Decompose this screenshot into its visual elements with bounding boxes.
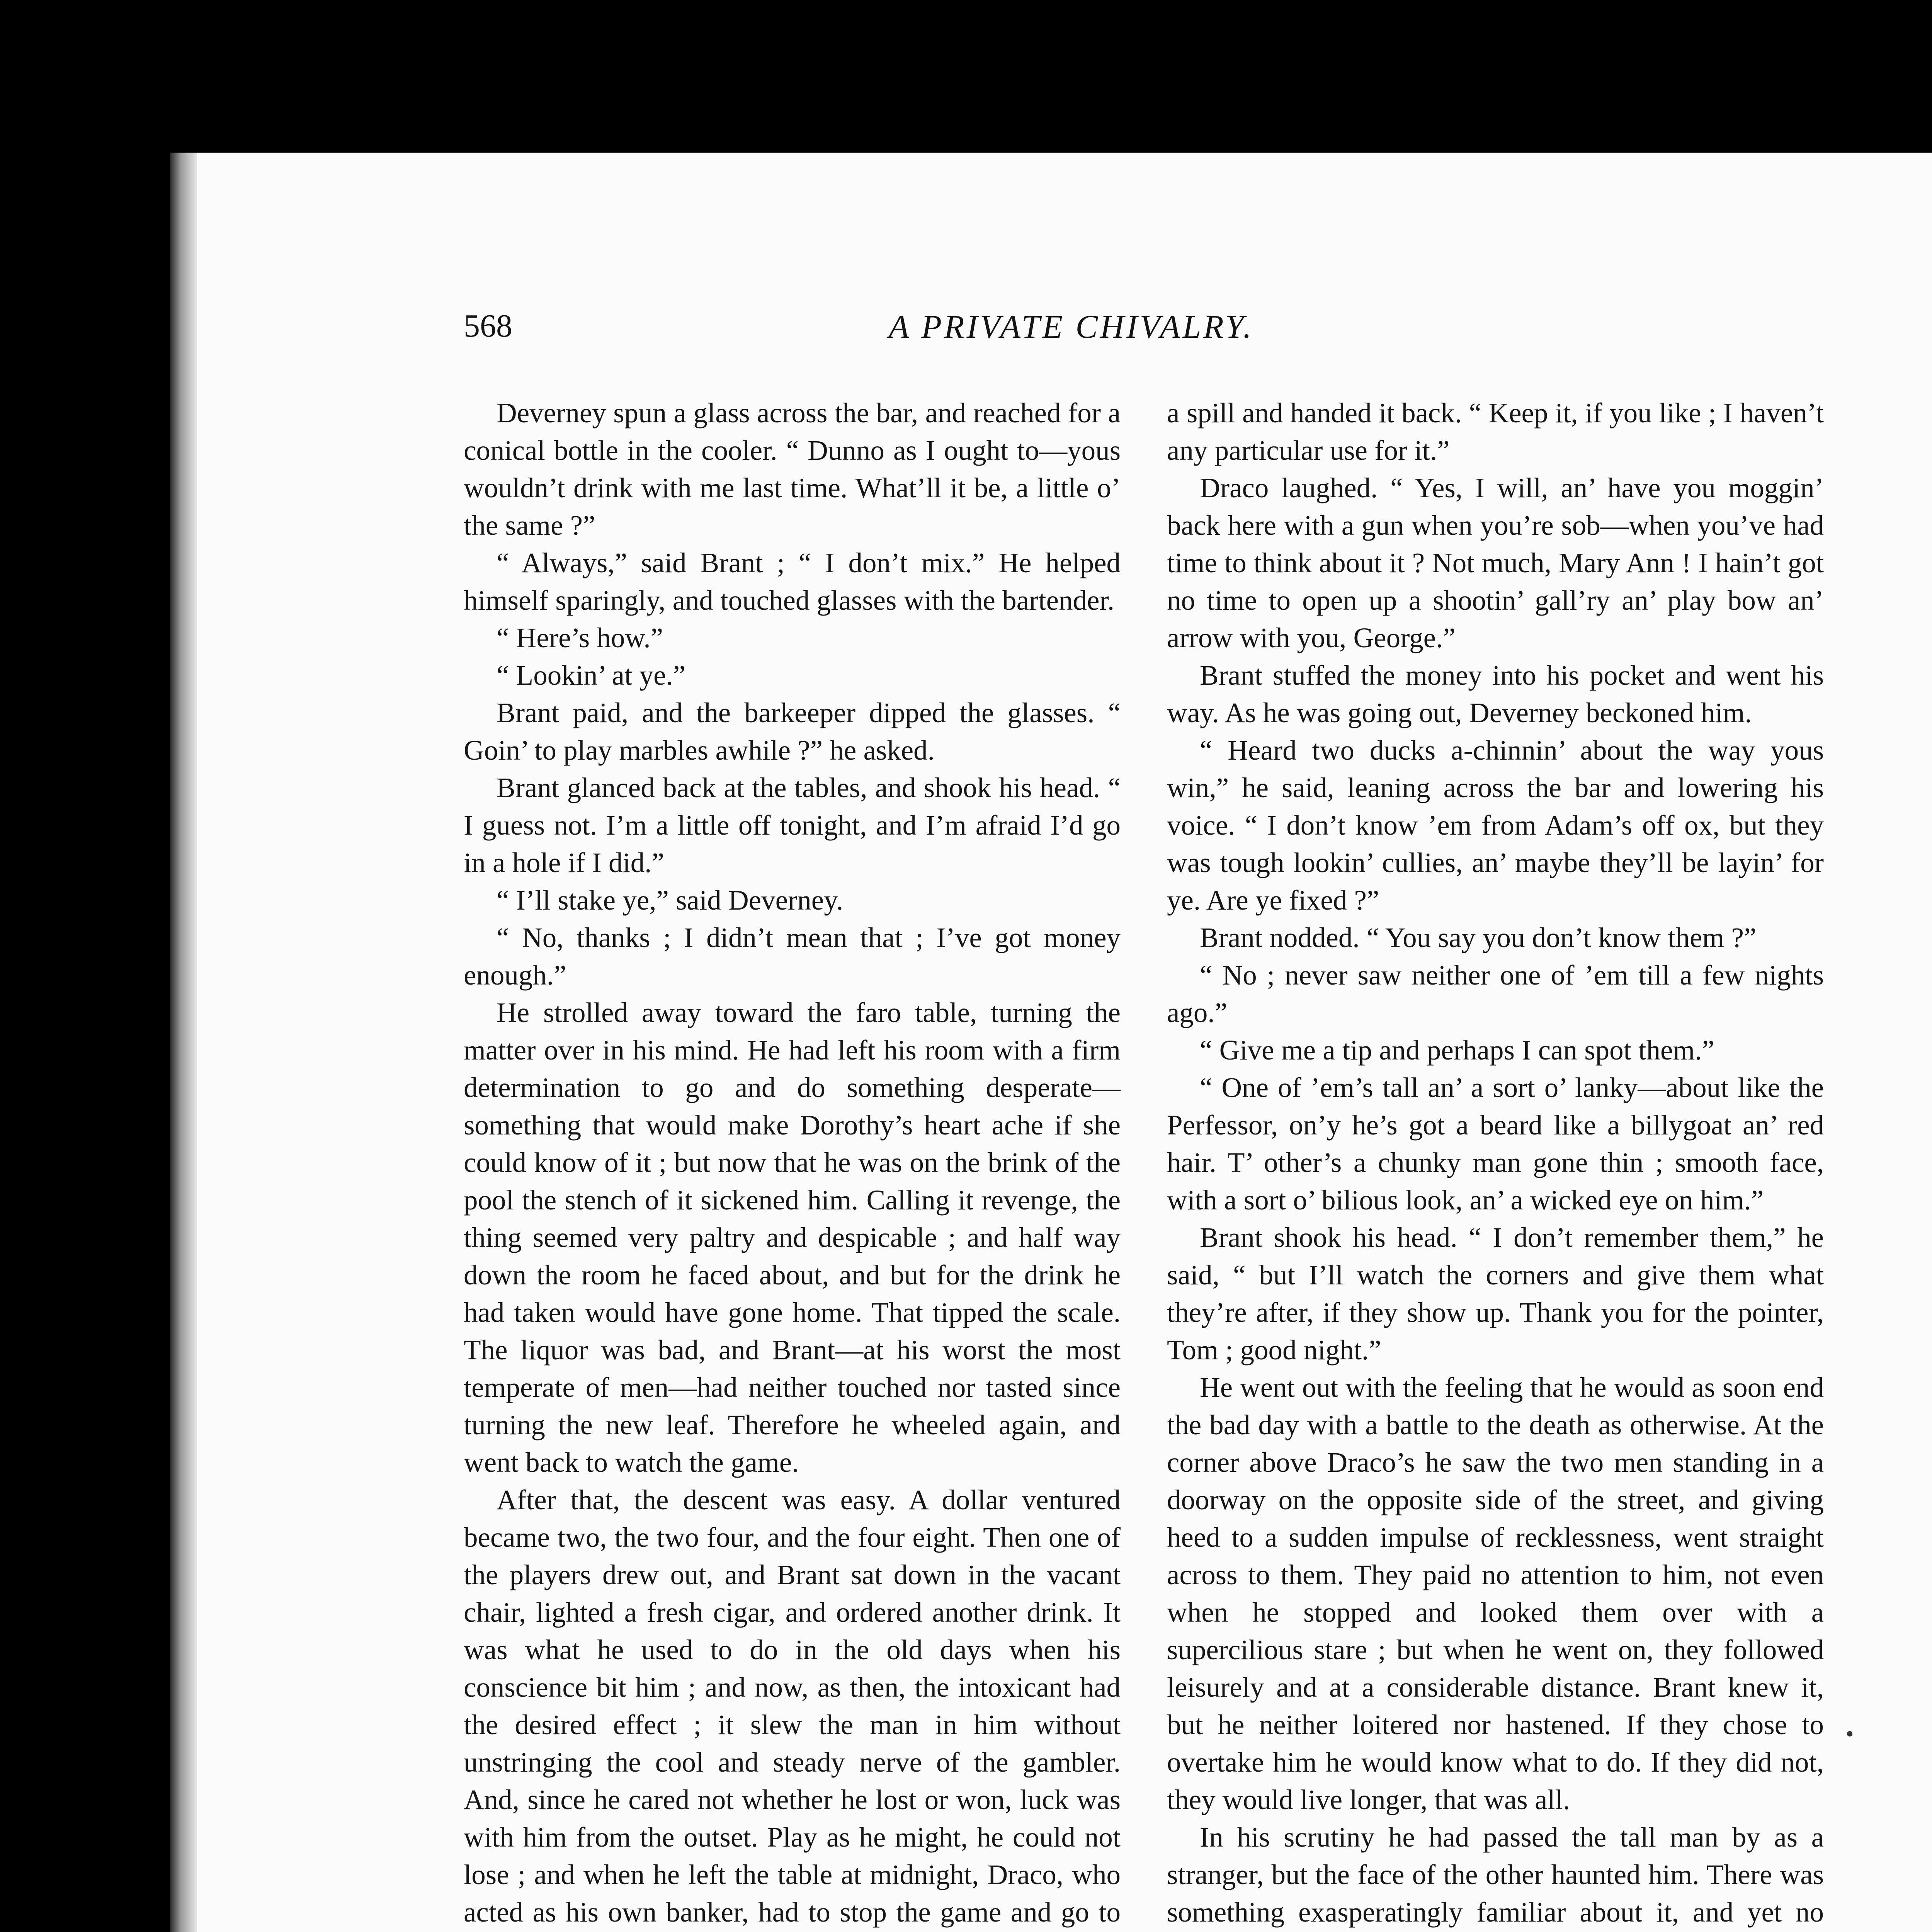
page-number: 568 (464, 308, 512, 344)
paragraph: He strolled away toward the faro table, turning the matter over in his mind. He had left his room with a firm determination to go and do something desperate—something that would make Dorothy’s heart ache if she could know of it ; but now that he was on the brink of the pool the stench of it sickened him. Calling it revenge, the thing seemed very paltry and despicable ; and half way down the room he faced about, and but for the drink he had taken would have gone home. That tipped the scale. The liquor was bad, and Brant—at his worst the most temperate of men—had neither touched nor tasted since turning the new leaf. Therefore he wheeled again, and went back to watch the game. (464, 997, 1121, 1478)
paragraph: Deverney spun a glass across the bar, and reached for a conical bottle in the cooler. “ Dunno as I ought to—yous wouldn’t drink with me last time. What’ll it be, a little o’ the same ?” (464, 397, 1121, 541)
paragraph: In his scrutiny he had passed the tall man by as a stranger, but the face of the other haunted him. There was something exasperatingly familiar about it, and yet no (1167, 1821, 1824, 1928)
paragraph: a spill and handed it back. “ Keep it, if you like ; I haven’t any particular use for it.” (1167, 397, 1824, 466)
paragraph: Brant stuffed the money into his pocket and went his way. As he was going out, Deverney beckoned him. (1167, 660, 1824, 728)
paragraph: Brant paid, and the barkeeper dipped the glasses. “ Goin’ to play marbles awhile ?” he asked. (464, 697, 1121, 766)
paragraph: “ One of ’em’s tall an’ a sort o’ lanky—about like the Perfessor, on’y he’s got a beard like a billygoat an’ red hair. T’ other’s a chunky man gone thin ; smooth face, with a sort o’ bilious look, an’ a wicked eye on him.” (1167, 1072, 1824, 1216)
paragraph: “ Here’s how.” (497, 622, 663, 653)
paragraph: After that, the descent was easy. A dollar ventured became two, the two four, and the four eight. Then one of the players drew out, and Brant sat down in the vacant chair, lighted a fresh cigar, and ordered another drink. It was what he used to do in the old days when his conscience bit him ; and now, as then, the intoxicant had the desired effect ; it slew the man in him without unstringing the cool and steady nerve of the gambler. And, since he cared not whether he lost or won, luck was with him from the outset. Play as he might, he could not lose ; and when he left the table at midnight, Draco, who acted as his own banker, had to stop the game and go to (464, 1484, 1121, 1928)
paragraph: “ Lookin’ at ye.” (497, 660, 686, 691)
paragraph: “ No, thanks ; I didn’t mean that ; I’ve got money enough.” (464, 922, 1121, 991)
page-header (464, 307, 1441, 354)
paragraph: “ Always,” said Brant ; “ I don’t mix.” He helped himself sparingly, and touched glasses with the bartender. (464, 547, 1121, 616)
paragraph: Draco laughed. “ Yes, I will, an’ have you moggin’ back here with a gun when you’re sob—when you’ve had time to think about it ? Not much, Mary Ann ! I hain’t got no time to open up a shootin’ gall’ry an’ play bow an’ arrow with you, George.” (1167, 472, 1824, 653)
paragraph: “ No ; never saw neither one of ’em till a few nights ago.” (1167, 959, 1824, 1028)
paragraph: “ I’ll stake ye,” said Deverney. (497, 884, 844, 916)
running-title: A PRIVATE CHIVALRY. (889, 308, 1254, 345)
paragraph: Brant nodded. “ You say you don’t know them ?” (1200, 922, 1757, 953)
paragraph: “ Give me a tip and perhaps I can spot them.” (1200, 1034, 1714, 1066)
paragraph: Brant shook his head. “ I don’t remember them,” he said, “ but I’ll watch the corners and give them what they’re after, if they show up. Thank you for the pointer, Tom ; good night.” (1167, 1222, 1824, 1366)
text-column-left (464, 394, 1121, 1932)
ink-speck (1847, 1731, 1852, 1736)
paragraph: He went out with the feeling that he would as soon end the bad day with a battle to the death as otherwise. At the corner above Draco’s he saw the two men standing in a doorway on the opposite side of the street, and giving heed to a sudden impulse of recklessness, went straight across to them. They paid no attention to him, not even when he stopped and looked them over with a supercilious stare ; but when he went on, they followed leisurely and at a considerable distance. Brant knew it, but he neither loitered nor hastened. If they chose to overtake him he would know what to do. If they did not, they would live longer, that was all. (1167, 1372, 1824, 1815)
paragraph: Brant glanced back at the tables, and shook his head. “ I guess not. I’m a little off tonight, and I’m afraid I’d go in a hole if I did.” (464, 772, 1121, 878)
paragraph: “ Heard two ducks a-chinnin’ about the way yous win,” he said, leaning across the bar and lowering his voice. “ I don’t know ’em from Adam’s off ox, but they was tough lookin’ cullies, an’ maybe they’ll be layin’ for ye. Are ye fixed ?” (1167, 735, 1824, 916)
text-column-right (1167, 394, 1824, 1932)
page-left-edge (170, 153, 197, 1932)
